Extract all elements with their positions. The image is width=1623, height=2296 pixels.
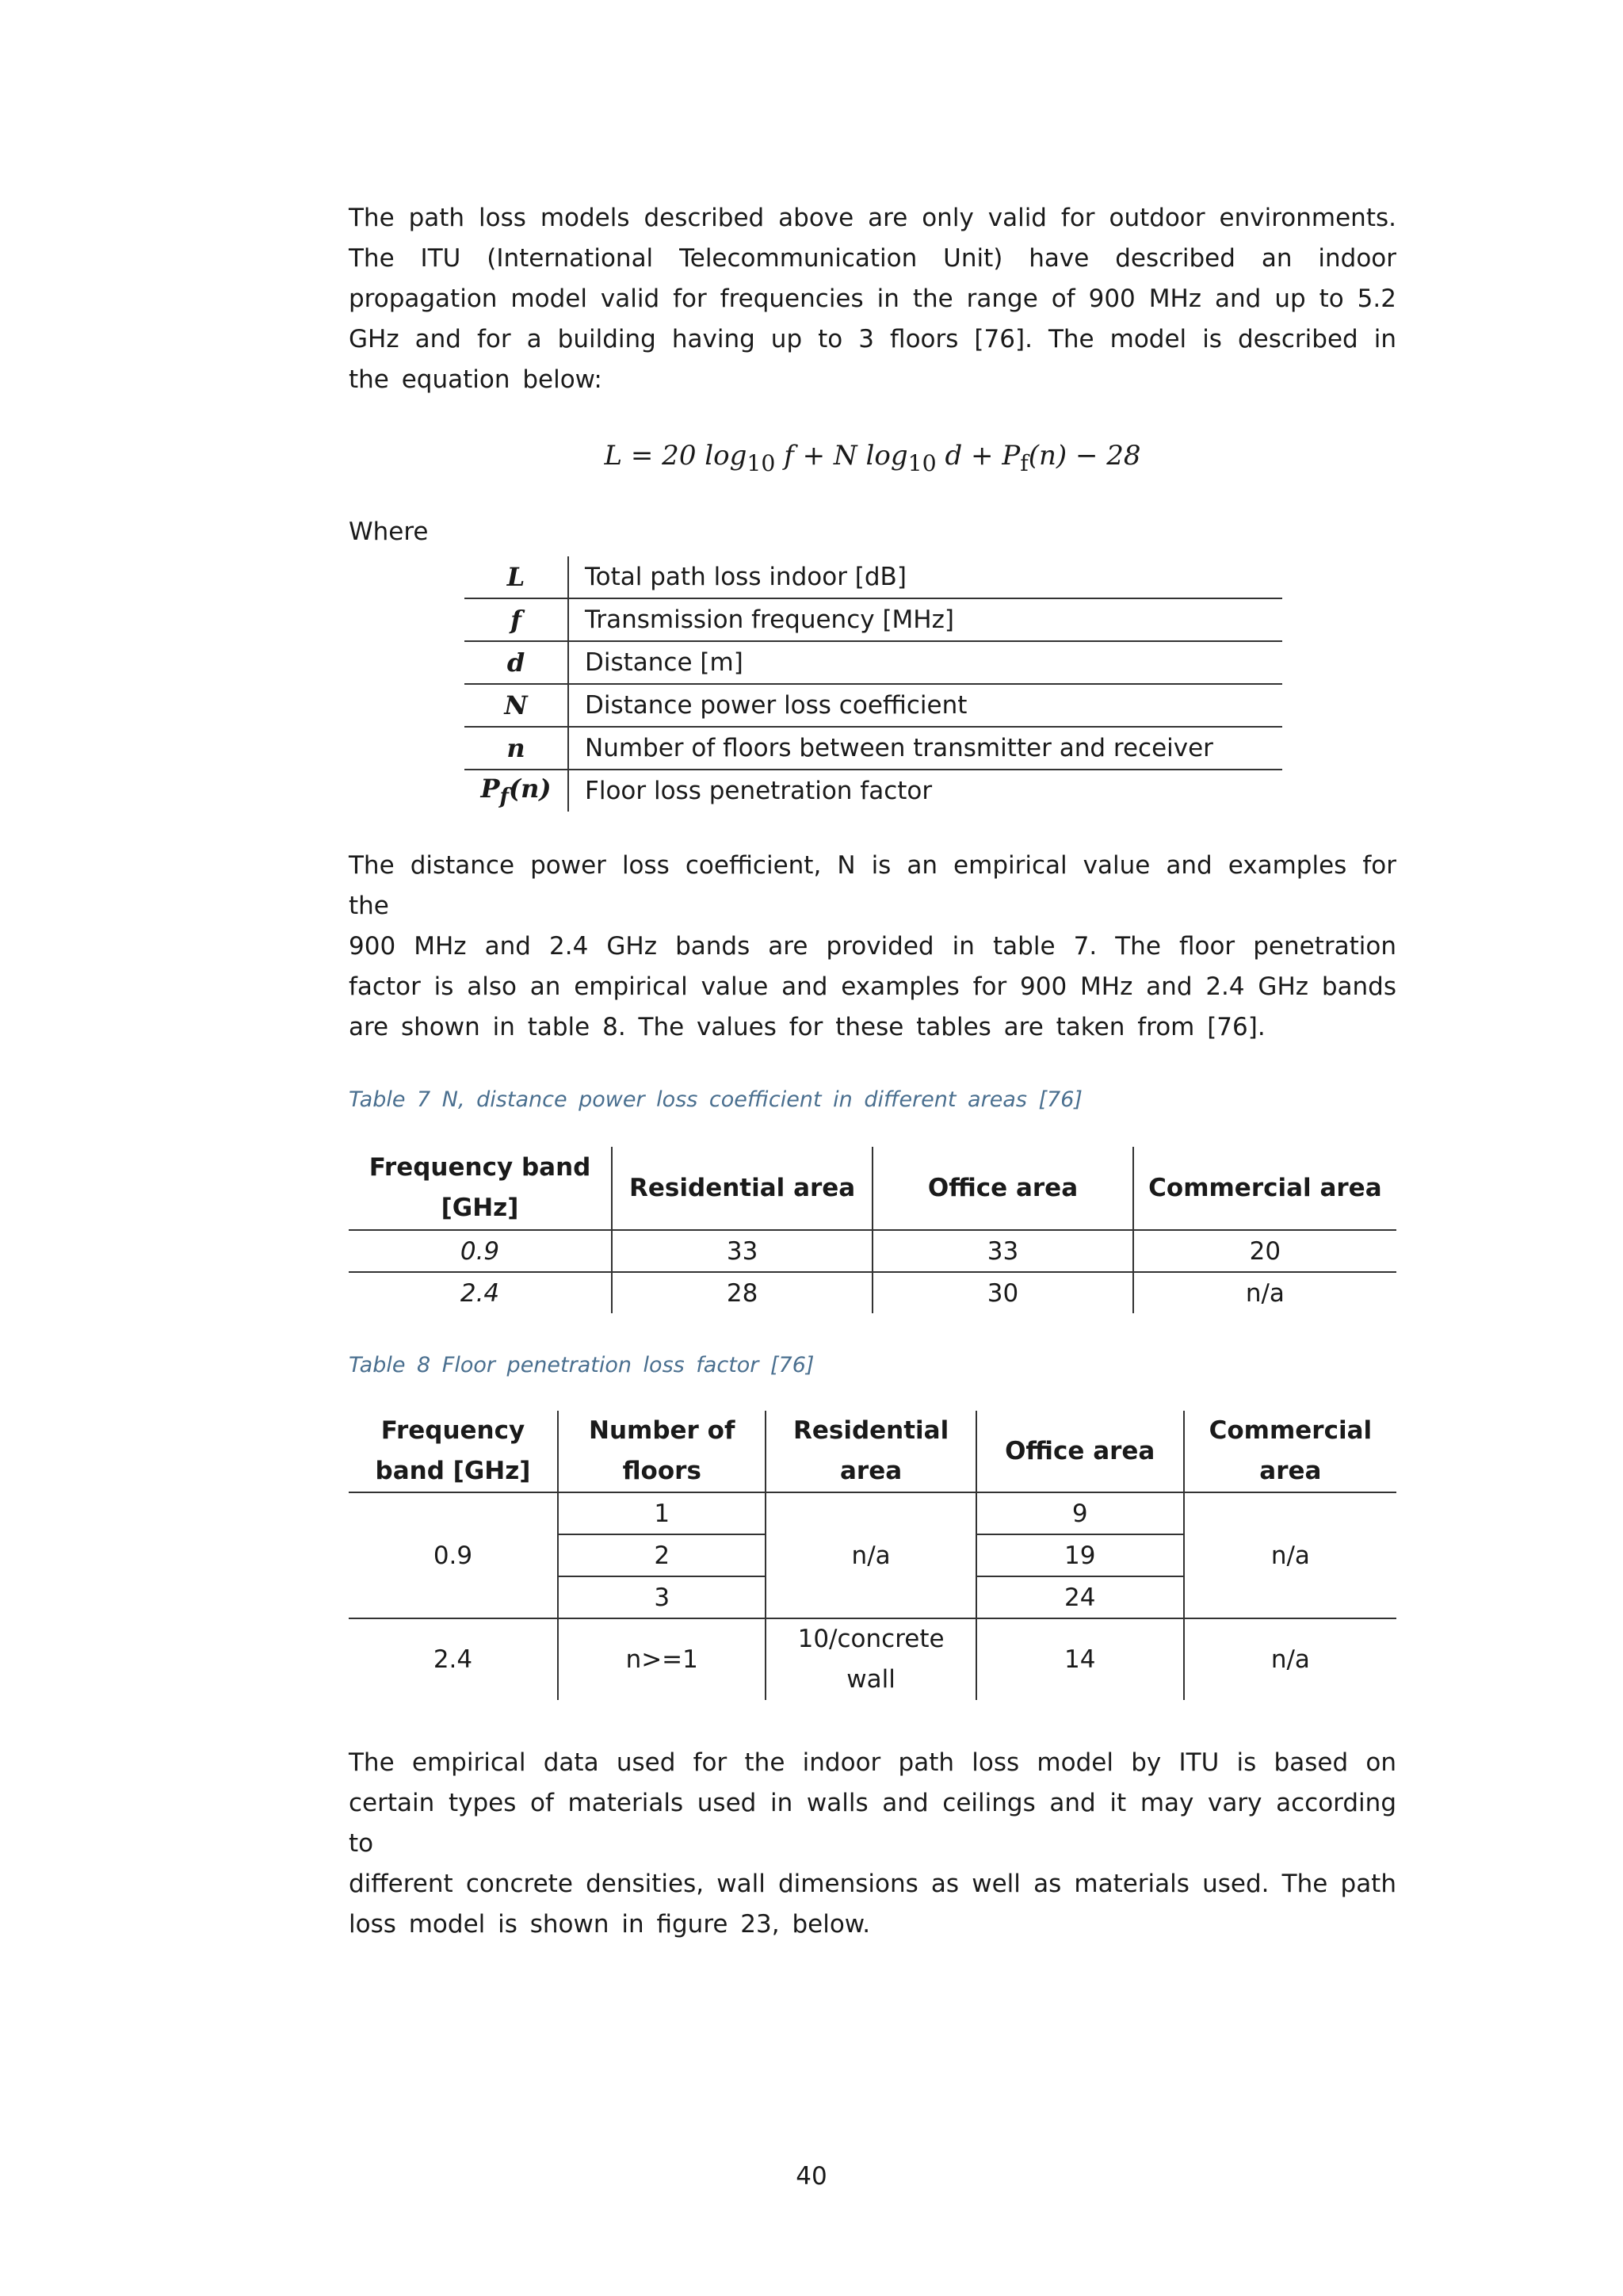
table-row (464, 684, 1282, 727)
table-cell: 28 (612, 1272, 873, 1313)
variable-description: Floor loss penetration factor (585, 777, 933, 805)
symbol-tail: (n) (508, 773, 552, 804)
symbol-main: P (480, 773, 500, 804)
table-row (349, 1618, 1396, 1700)
text-line: propagation model valid for frequencies in the range of 900 MHz and up to 5.2 (349, 285, 1396, 313)
table-row (464, 598, 1282, 641)
variable-symbol: N (464, 684, 568, 727)
column-header: Office area (873, 1147, 1133, 1230)
table-cell: 14 (976, 1618, 1184, 1700)
table-cell: 0.9 (349, 1230, 612, 1272)
variable-symbol: L (464, 556, 568, 598)
text-line: factor is also an empirical value and examples for 900 MHz and 2.4 GHz bands (349, 972, 1396, 1001)
table-cell: 19 (976, 1534, 1184, 1576)
column-header: Residential area (766, 1411, 976, 1492)
table8-caption: Table 8 Floor penetration loss factor [76] (349, 1353, 815, 1377)
table-cell: n/a (1184, 1618, 1396, 1700)
text-line: GHz and for a building having up to 3 floors [76]. The model is described in (349, 325, 1396, 353)
table-cell: n>=1 (558, 1618, 766, 1700)
variable-description: Total path loss indoor [dB] (568, 556, 1282, 598)
equation-subscript: f (1020, 449, 1029, 476)
table-cell: n/a (1133, 1272, 1396, 1313)
table-cell: n/a (1184, 1492, 1396, 1618)
column-header: Residential area (612, 1147, 873, 1230)
table-cell: 24 (976, 1576, 1184, 1618)
equation-subscript: 10 (907, 449, 937, 476)
table-cell (766, 1618, 976, 1700)
variable-description: Transmission frequency [MHz] (568, 598, 1282, 641)
residential-value: 10/concrete wall (797, 1625, 945, 1694)
intro-paragraph (349, 198, 1396, 400)
variable-definitions-table (464, 556, 1282, 812)
text-line: The ITU (International Telecommunication Unit) have described an indoor (349, 244, 1396, 273)
table-cell: 3 (558, 1576, 766, 1618)
text-line: loss model is shown in figure 23, below. (349, 1910, 871, 1939)
column-header: Frequency band [GHz] (349, 1411, 558, 1492)
text-line: are shown in table 8. The values for these tables are taken from [76]. (349, 1013, 1266, 1041)
equation-subscript: 10 (747, 449, 776, 476)
table-cell: 30 (873, 1272, 1133, 1313)
text-line: the equation below: (349, 365, 602, 394)
table-cell: 2.4 (433, 1645, 473, 1674)
table-header-row (349, 1411, 1396, 1492)
variable-description: Distance power loss coefficient (568, 684, 1282, 727)
column-header: Frequency band [GHz] (349, 1147, 612, 1230)
variable-symbol (464, 770, 568, 812)
coefficient-paragraph (349, 846, 1396, 1048)
table8 (349, 1411, 1396, 1700)
variable-symbol: n (464, 727, 568, 770)
text-line: 900 MHz and 2.4 GHz bands are provided in table 7. The floor penetration (349, 932, 1396, 961)
table-header-row (349, 1147, 1396, 1230)
table-row (349, 1230, 1396, 1272)
equation-part: L = 20 log (604, 440, 747, 472)
equation-part: (n) − 28 (1028, 440, 1141, 472)
table-cell: n/a (766, 1492, 976, 1618)
table-cell: 2.4 (460, 1278, 500, 1308)
variable-symbol: f (464, 598, 568, 641)
variable-symbol: d (464, 641, 568, 684)
materials-paragraph (349, 1743, 1396, 1945)
page-number: 40 (796, 2162, 827, 2191)
table-row (464, 770, 1282, 812)
table-row (464, 727, 1282, 770)
table-cell: 33 (873, 1230, 1133, 1272)
text-line: The distance power loss coefficient, N is an empirical value and examples for the (349, 851, 1396, 920)
table-cell: 1 (558, 1492, 766, 1534)
symbol-subscript: f (499, 784, 509, 809)
table-row (464, 641, 1282, 684)
column-header: Number of floors (558, 1411, 766, 1492)
column-header: Office area (976, 1411, 1184, 1492)
table-cell: 0.9 (349, 1492, 558, 1618)
path-loss-equation (349, 436, 1396, 483)
table7 (349, 1147, 1396, 1313)
text-line: The empirical data used for the indoor path loss model by ITU is based on (349, 1748, 1396, 1777)
table-cell: 9 (976, 1492, 1184, 1534)
text-line: different concrete densities, wall dimensions as well as materials used. The path (349, 1870, 1396, 1898)
equation-part: f + N log (775, 440, 908, 472)
table-row (349, 1272, 1396, 1313)
text-line: certain types of materials used in walls and ceilings and it may vary according to (349, 1789, 1396, 1858)
table7-caption: Table 7 N, distance power loss coefficient in different areas [76] (349, 1087, 1083, 1112)
column-header: Commercial area (1184, 1411, 1396, 1492)
variable-description: Number of floors between transmitter and receiver (568, 727, 1282, 770)
table-row (349, 1492, 1396, 1534)
where-label: Where (349, 518, 429, 546)
table-cell: 33 (612, 1230, 873, 1272)
text-line: The path loss models described above are only valid for outdoor environments. (349, 204, 1396, 232)
column-header: Commercial area (1133, 1147, 1396, 1230)
table-cell: 20 (1133, 1230, 1396, 1272)
equation-part: d + P (936, 440, 1021, 472)
table-cell: 2 (558, 1534, 766, 1576)
variable-description: Distance [m] (568, 641, 1282, 684)
table-row (464, 556, 1282, 598)
